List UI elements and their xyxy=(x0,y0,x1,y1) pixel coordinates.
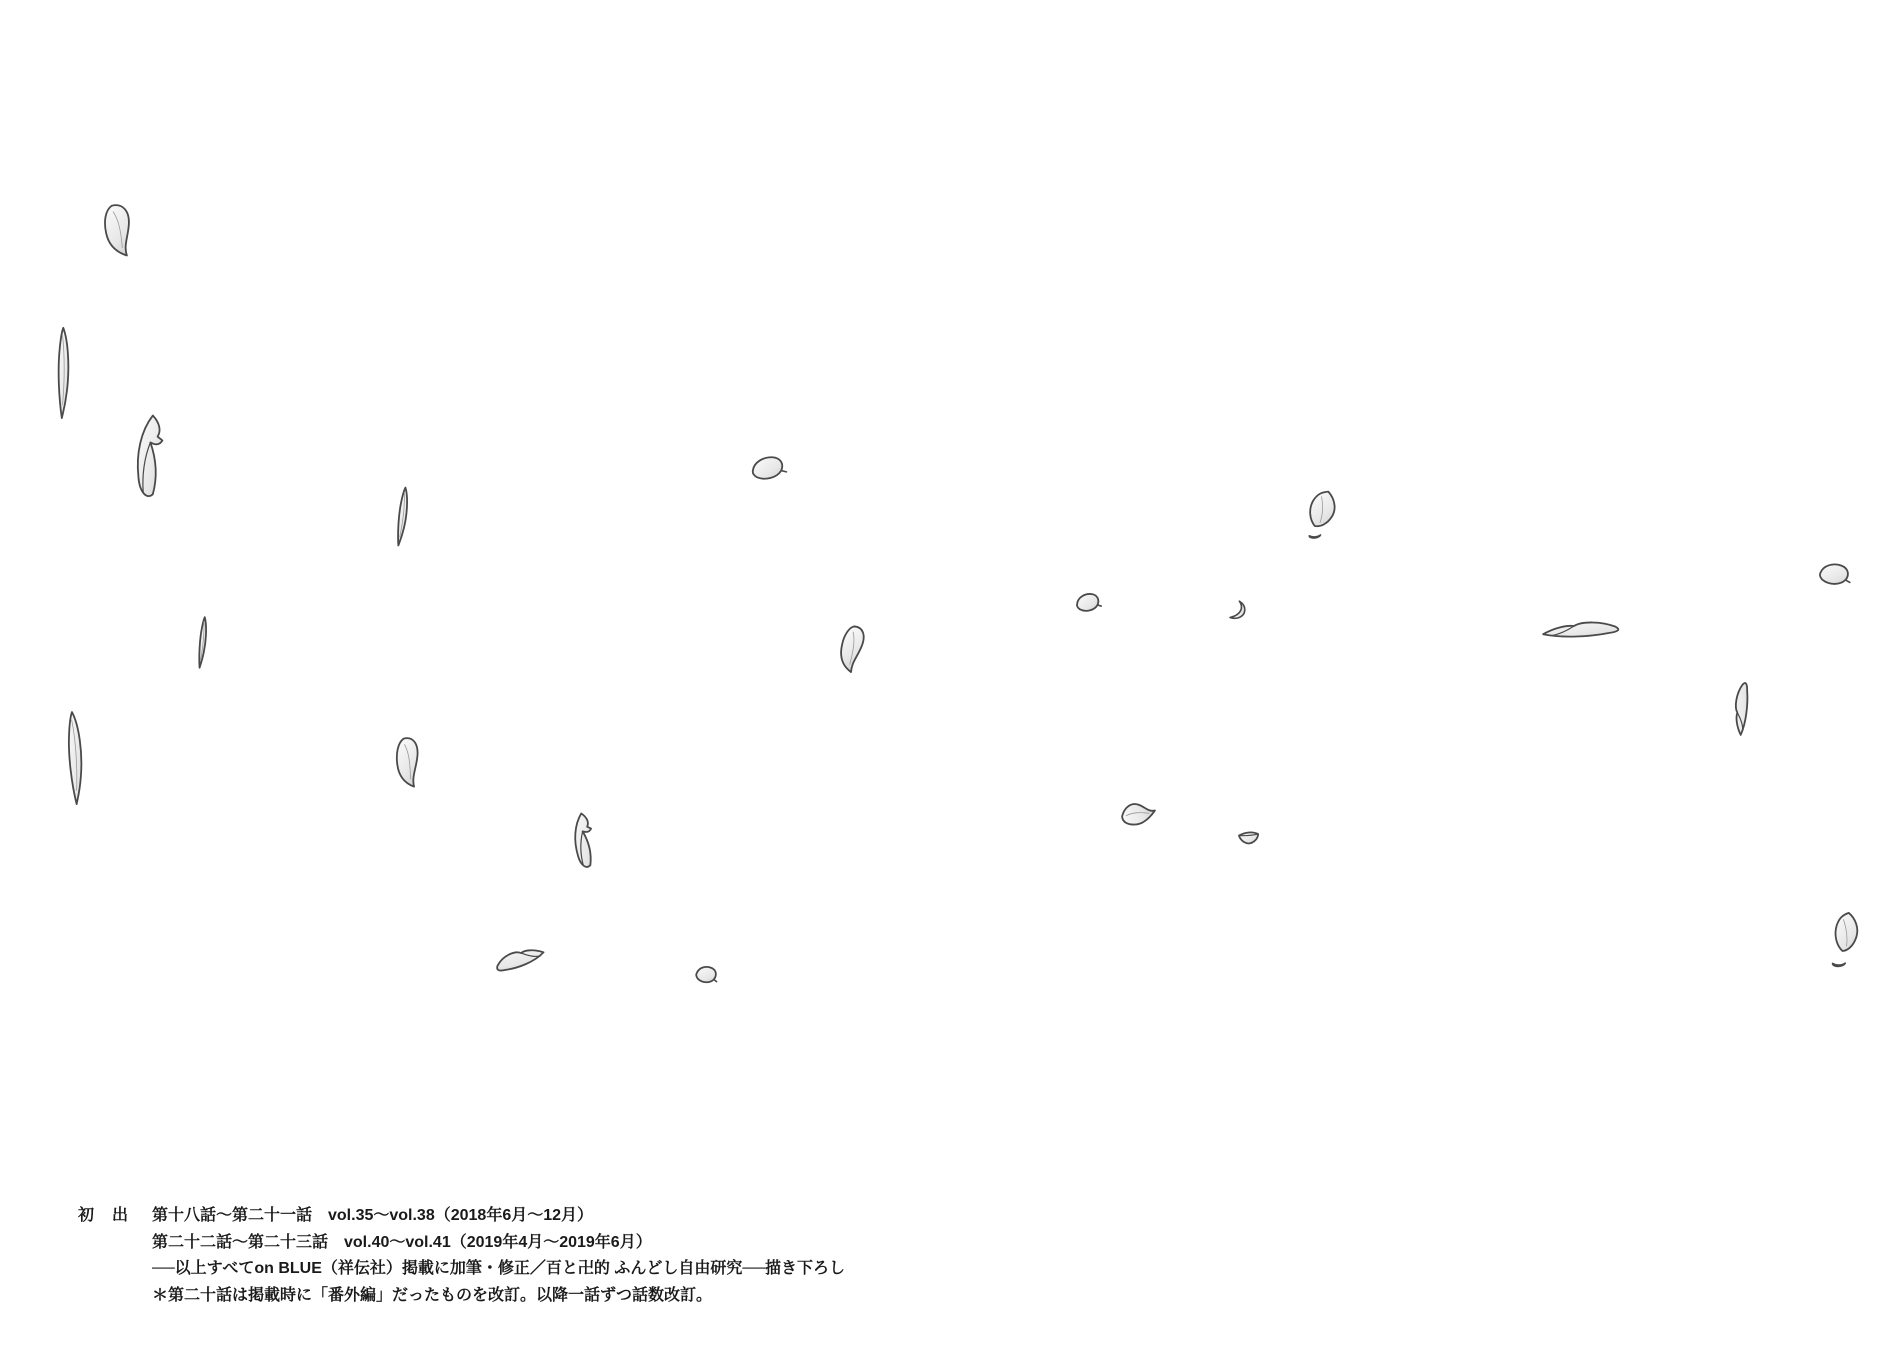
leaf-sketch xyxy=(831,624,871,672)
credits-line: ＊第二十話は掲載時に「番外編」だったものを改訂。以降一話ずつ話数改訂。 xyxy=(152,1286,713,1304)
leaf-sketch xyxy=(1833,962,1846,967)
first-publication-credits xyxy=(78,1203,845,1309)
leaf-sketch xyxy=(1120,797,1155,832)
leaf-sketch xyxy=(396,487,409,546)
leaf-sketch xyxy=(1729,682,1752,735)
leaf-sketch xyxy=(1543,621,1618,639)
credits-line: 第十八話〜第二十一話 vol.35〜vol.38（2018年6月〜12月） xyxy=(152,1207,594,1224)
leaf-sketch xyxy=(100,204,136,256)
leaf-sketch xyxy=(59,328,69,418)
leaf-sketch xyxy=(1239,832,1259,845)
leaf-sketch xyxy=(751,455,787,480)
leaf-sketch xyxy=(1309,534,1321,539)
leaf-sketch xyxy=(1230,600,1247,621)
credits-line: ──以上すべてon BLUE（祥伝社）掲載に加筆・修正／百と卍的 ふんどし自由研究──描き下ろし xyxy=(152,1260,846,1277)
leaf-sketch xyxy=(695,965,719,985)
leaf-sketch xyxy=(1819,562,1852,586)
leaf-sketch xyxy=(1305,488,1340,531)
leaf-sketch xyxy=(138,416,163,497)
leaf-sketch xyxy=(1076,593,1102,612)
leaf-sketch xyxy=(66,712,84,805)
credits-line: 第二十二話〜第二十三話 vol.40〜vol.41（2019年4月〜2019年6月） xyxy=(152,1233,652,1251)
leaf-sketch xyxy=(391,736,424,786)
credits-lines xyxy=(152,1203,845,1309)
leaf-sketch xyxy=(1833,911,1860,952)
leaf-sketch xyxy=(198,617,208,668)
leaf-sketch xyxy=(570,812,597,868)
leaf-sketch xyxy=(494,939,544,978)
credits-heading: 初 出 xyxy=(78,1207,130,1224)
